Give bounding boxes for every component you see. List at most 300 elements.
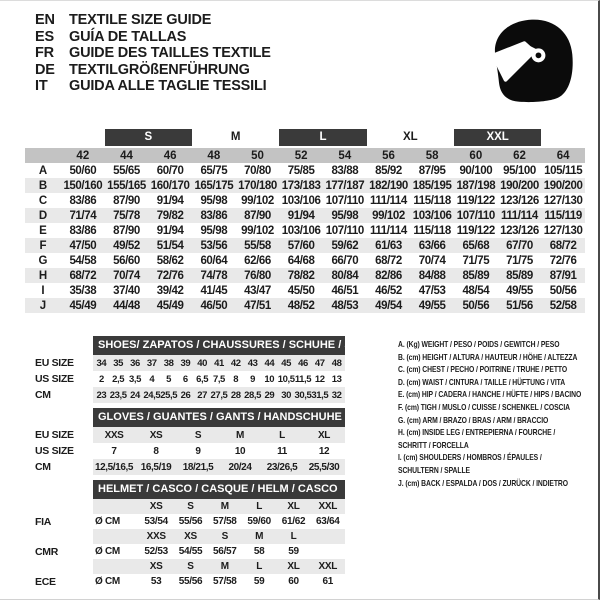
helmet-size: M bbox=[220, 561, 229, 572]
legend-item-line: D. (cm) WAIST / CINTURA / TAILLE / HÜFTUNG / VITA bbox=[398, 376, 566, 387]
shoes-value: 5 bbox=[166, 373, 171, 385]
shoes-value: 32 bbox=[331, 389, 342, 401]
measurement-value: 107/110 bbox=[325, 194, 364, 207]
gloves-row bbox=[25, 459, 345, 475]
language-code: FR bbox=[35, 45, 54, 62]
size-number: 54 bbox=[338, 149, 352, 162]
measurement-value: 57/60 bbox=[287, 239, 315, 252]
measurement-value: 95/100 bbox=[503, 164, 536, 177]
legend-item bbox=[398, 401, 598, 414]
measurement-value: 111/114 bbox=[370, 194, 407, 207]
language-title: TEXTILGRÖßENFÜHRUNG bbox=[69, 61, 250, 78]
gloves-value: L bbox=[279, 429, 285, 441]
shoes-value: 48 bbox=[331, 357, 342, 369]
measurement-value: 71/75 bbox=[506, 254, 533, 267]
row-label: US SIZE bbox=[35, 445, 74, 457]
measurement-value: 165/175 bbox=[194, 179, 234, 192]
measurement-value: 37/40 bbox=[113, 284, 140, 297]
measurement-value: 119/122 bbox=[456, 194, 495, 207]
measurement-value: 47/51 bbox=[244, 299, 271, 312]
shoes-size-table bbox=[25, 336, 391, 403]
helmet-value: 52/53 bbox=[144, 546, 168, 557]
helmet-size: XL bbox=[287, 561, 300, 572]
measurement-value: 46/50 bbox=[200, 299, 228, 312]
measurement-value: 60/64 bbox=[200, 254, 228, 267]
measurement-value: 87/90 bbox=[113, 224, 140, 237]
shoes-value: 25,5 bbox=[160, 389, 178, 401]
helmet-value-row-cmr bbox=[25, 544, 345, 559]
measurement-value: 59/62 bbox=[331, 239, 359, 252]
measurement-value: 83/86 bbox=[69, 224, 97, 237]
helmet-value: 56/57 bbox=[213, 546, 237, 557]
language-row bbox=[35, 29, 271, 46]
helmet-value: 57/58 bbox=[213, 516, 237, 527]
shoes-value: 10,5 bbox=[277, 373, 295, 385]
gloves-row-values bbox=[93, 443, 345, 459]
legend-item bbox=[398, 451, 598, 476]
gloves-row bbox=[25, 443, 345, 459]
measurement-value: 45/50 bbox=[287, 284, 315, 297]
measurement-value: 43/47 bbox=[244, 284, 271, 297]
racing-helmet-icon bbox=[477, 14, 583, 108]
language-row bbox=[35, 45, 271, 62]
shoes-row bbox=[25, 355, 345, 371]
measurement-value: 67/70 bbox=[506, 239, 533, 252]
gloves-value: 10 bbox=[234, 445, 246, 457]
language-title: GUÍA DE TALLAS bbox=[69, 28, 187, 45]
size-number: 58 bbox=[425, 149, 439, 162]
size-number: 48 bbox=[207, 149, 221, 162]
measurement-value: 49/52 bbox=[113, 239, 140, 252]
shoes-value: 38 bbox=[163, 357, 174, 369]
size-number: 44 bbox=[120, 149, 133, 162]
measurement-value: 80/84 bbox=[331, 269, 359, 282]
shoes-value: 44 bbox=[264, 357, 275, 369]
measurement-row-c bbox=[25, 193, 585, 208]
accessory-section bbox=[0, 336, 598, 589]
measurement-value: 60/70 bbox=[156, 164, 184, 177]
shoes-value: 37 bbox=[146, 357, 157, 369]
helmet-size: XXL bbox=[318, 561, 338, 572]
size-number-row bbox=[25, 148, 585, 163]
gloves-value: XXS bbox=[104, 429, 124, 441]
helmet-value-row-ece bbox=[25, 574, 345, 589]
shoes-value: 40 bbox=[197, 357, 208, 369]
shoes-value: 47 bbox=[314, 357, 325, 369]
language-code: EN bbox=[35, 12, 55, 28]
helmet-size: XS bbox=[184, 531, 197, 542]
legend-item-line: C. (cm) CHEST / PECHO / POITRINE / TRUHE / PETTO bbox=[398, 364, 568, 375]
measurement-value: 70/74 bbox=[418, 254, 446, 267]
language-code: DE bbox=[35, 61, 55, 78]
measurement-value: 99/102 bbox=[241, 224, 274, 237]
legend-item-line: A. (Kg) WEIGHT / PESO / POIDS / GEWITCH / PESO bbox=[398, 339, 560, 349]
measurement-value: 49/54 bbox=[375, 299, 402, 312]
language-title: GUIDA ALLE TAGLIE TESSILI bbox=[69, 78, 267, 95]
measurement-value: 64/68 bbox=[287, 254, 315, 267]
measurement-value: 47/53 bbox=[418, 284, 446, 297]
measurement-value: 71/75 bbox=[462, 254, 490, 267]
row-label-spacer bbox=[25, 129, 61, 146]
shoes-value: 43 bbox=[247, 357, 258, 369]
measurement-legend bbox=[398, 338, 598, 489]
measurement-value: 55/58 bbox=[244, 239, 271, 252]
gloves-value: 20/24 bbox=[228, 461, 252, 473]
shoes-value: 28,5 bbox=[244, 389, 262, 401]
row-label: G bbox=[38, 254, 48, 267]
measurement-value: 85/89 bbox=[506, 269, 533, 282]
measurement-value: 160/170 bbox=[150, 179, 190, 192]
measurement-value: 71/74 bbox=[69, 209, 97, 222]
gloves-row-values bbox=[93, 427, 345, 443]
legend-item bbox=[398, 388, 598, 401]
language-code: IT bbox=[35, 78, 48, 95]
size-group-header-row bbox=[25, 129, 585, 146]
legend-item bbox=[398, 426, 598, 451]
measurement-value: 50/56 bbox=[462, 299, 490, 312]
shoes-value: 4 bbox=[149, 373, 155, 385]
shoes-title: SHOES/ ZAPATOS / CHAUSSURES / SCHUHE / SCARPE bbox=[98, 339, 391, 351]
shoes-value: 10 bbox=[264, 373, 275, 385]
helmet-size-row-cmr bbox=[25, 529, 345, 544]
measurement-value: 66/70 bbox=[331, 254, 359, 267]
helmet-size-table bbox=[25, 480, 345, 589]
measurement-value: 56/60 bbox=[113, 254, 140, 267]
gloves-row bbox=[25, 427, 345, 443]
legend-item-line: E. (cm) HIP / CADERA / HANCHE / HÜFTE / HIPS / BACINO bbox=[398, 389, 582, 400]
measurement-value: 48/53 bbox=[331, 299, 359, 312]
size-group-l: L bbox=[279, 129, 366, 146]
measurement-value: 39/42 bbox=[156, 284, 184, 297]
shoes-value: 36 bbox=[130, 357, 140, 369]
helmet-size: L bbox=[290, 531, 297, 542]
measurement-value: 83/88 bbox=[331, 164, 359, 177]
legend-item-line: SCHULTERN / SPALLE bbox=[398, 464, 470, 475]
measurement-value: 41/45 bbox=[200, 284, 228, 297]
measurement-value: 46/51 bbox=[331, 284, 359, 297]
measurement-value: 95/98 bbox=[200, 194, 228, 207]
measurement-value: 187/198 bbox=[456, 179, 496, 192]
measurement-value: 68/72 bbox=[549, 239, 577, 252]
gloves-value: 25,5/30 bbox=[308, 461, 340, 473]
row-label: EU SIZE bbox=[35, 429, 74, 441]
measurement-value: 87/91 bbox=[549, 269, 577, 282]
helmet-value-row-fia bbox=[25, 514, 345, 529]
helmet-size-labels bbox=[93, 499, 345, 514]
measurement-value: 55/65 bbox=[113, 164, 140, 177]
measurement-value: 85/89 bbox=[462, 269, 490, 282]
diameter-unit: Ø CM bbox=[95, 576, 120, 587]
legend-item-line: I. (cm) SHOULDERS / HOMBROS / ÉPAULES / bbox=[398, 452, 542, 463]
helmet-size: M bbox=[220, 501, 229, 512]
measurement-value: 58/62 bbox=[156, 254, 184, 267]
shoes-value: 46 bbox=[298, 357, 308, 369]
measurement-value: 53/56 bbox=[200, 239, 228, 252]
language-title: GUIDE DES TAILLES TEXTILE bbox=[69, 45, 271, 62]
measurement-value: 83/86 bbox=[200, 209, 228, 222]
measurement-value: 107/110 bbox=[325, 224, 364, 237]
helmet-value: 55/56 bbox=[178, 516, 203, 527]
helmet-size-labels bbox=[93, 529, 345, 544]
diameter-unit: Ø CM bbox=[95, 546, 120, 557]
measurement-row-i bbox=[25, 283, 585, 298]
size-number: 42 bbox=[76, 149, 90, 162]
measurement-value: 119/122 bbox=[456, 224, 495, 237]
shoes-row bbox=[25, 387, 345, 403]
measurement-row-e bbox=[25, 223, 585, 238]
language-title-list bbox=[35, 12, 271, 95]
gloves-value: M bbox=[236, 429, 244, 441]
measurement-value: 123/126 bbox=[500, 194, 539, 207]
row-label: D bbox=[38, 209, 48, 222]
gloves-value: XS bbox=[149, 429, 163, 441]
measurement-value: 70/80 bbox=[244, 164, 271, 177]
measurement-value: 155/165 bbox=[107, 179, 146, 192]
measurement-value: 50/60 bbox=[69, 164, 97, 177]
shoes-row bbox=[25, 371, 345, 387]
measurement-value: 68/72 bbox=[69, 269, 97, 282]
measurement-value: 91/94 bbox=[156, 194, 184, 207]
standard-label: CMR bbox=[35, 545, 59, 558]
size-number: 62 bbox=[513, 149, 526, 162]
legend-item-line: B. (cm) HEIGHT / ALTURA / HAUTEUR / HÖHE / ALTEZZA bbox=[398, 351, 578, 362]
legend-item bbox=[398, 376, 598, 389]
size-group-xxl: XXL bbox=[454, 129, 541, 146]
shoes-value: 6,5 bbox=[196, 373, 209, 385]
language-row bbox=[35, 12, 271, 29]
measurement-row-d bbox=[25, 208, 585, 223]
shoes-value: 41 bbox=[214, 357, 224, 369]
measurement-value: 75/78 bbox=[113, 209, 140, 222]
helmet-size: XL bbox=[287, 501, 300, 512]
measurement-value: 47/50 bbox=[69, 239, 97, 252]
helmet-value: 61/62 bbox=[281, 516, 306, 527]
measurement-value: 190/200 bbox=[500, 179, 539, 192]
measurement-value: 54/58 bbox=[69, 254, 97, 267]
shoes-value: 30,5 bbox=[294, 389, 312, 401]
helmet-values bbox=[93, 544, 345, 559]
gloves-value: S bbox=[194, 429, 202, 441]
measurement-value: 65/75 bbox=[200, 164, 228, 177]
row-label: B bbox=[38, 179, 48, 192]
gloves-value: 9 bbox=[195, 445, 201, 457]
measurement-value: 87/90 bbox=[244, 209, 271, 222]
measurement-value: 76/80 bbox=[244, 269, 271, 282]
helmet-value: 59 bbox=[253, 576, 265, 587]
measurement-value: 83/86 bbox=[69, 194, 97, 207]
measurement-value: 51/54 bbox=[156, 239, 184, 252]
helmet-value: 60 bbox=[288, 576, 299, 587]
measurement-value: 103/106 bbox=[281, 224, 321, 237]
gloves-value: 12,5/16,5 bbox=[94, 461, 134, 473]
measurement-value: 185/195 bbox=[412, 179, 452, 192]
shoes-value: 39 bbox=[180, 357, 191, 369]
shoes-value: 13 bbox=[331, 373, 342, 385]
measurement-value: 127/130 bbox=[543, 194, 583, 207]
helmet-value: 59/60 bbox=[247, 516, 271, 527]
shoes-row-values bbox=[93, 387, 345, 403]
helmet-title: HELMET / CASCO / CASQUE / HELM / CASCO bbox=[98, 483, 338, 495]
language-row bbox=[35, 78, 271, 95]
measurement-value: 62/66 bbox=[244, 254, 271, 267]
measurement-value: 123/126 bbox=[500, 224, 539, 237]
shoes-row-values bbox=[93, 371, 345, 387]
row-label: C bbox=[38, 194, 48, 207]
helmet-value: 58 bbox=[253, 546, 265, 557]
measurement-value: 46/52 bbox=[375, 284, 402, 297]
row-label: CM bbox=[35, 461, 51, 473]
measurement-value: 91/94 bbox=[156, 224, 184, 237]
measurement-value: 84/88 bbox=[418, 269, 446, 282]
shoes-value: 23,5 bbox=[109, 389, 127, 401]
measurement-value: 177/187 bbox=[325, 179, 365, 192]
measurement-value: 78/82 bbox=[287, 269, 315, 282]
diameter-unit: Ø CM bbox=[95, 516, 120, 527]
legend-item-line: SCHRITT / FORCELLA bbox=[398, 439, 469, 450]
gloves-value: XL bbox=[318, 429, 330, 441]
measurement-value: 48/52 bbox=[287, 299, 315, 312]
measurement-value: 127/130 bbox=[543, 224, 583, 237]
shoes-row-values bbox=[93, 355, 345, 371]
standard-label: ECE bbox=[35, 575, 56, 588]
gloves-size-table bbox=[25, 408, 394, 475]
shoes-value: 24,5 bbox=[143, 389, 161, 401]
measurement-value: 72/76 bbox=[549, 254, 577, 267]
size-group-s: S bbox=[105, 129, 192, 146]
helmet-size-row-ece bbox=[25, 559, 345, 574]
measurement-value: 52/58 bbox=[549, 299, 577, 312]
shoes-value: 8 bbox=[233, 373, 239, 385]
measurement-value: 75/85 bbox=[287, 164, 315, 177]
row-label: A bbox=[38, 164, 48, 177]
measurement-value: 99/102 bbox=[372, 209, 405, 222]
accessory-tables bbox=[25, 336, 394, 589]
measurement-value: 72/76 bbox=[156, 269, 184, 282]
measurement-value: 45/49 bbox=[69, 299, 97, 312]
measurement-row-g bbox=[25, 253, 585, 268]
size-number: 60 bbox=[469, 149, 483, 162]
shoes-value: 24 bbox=[130, 389, 140, 401]
helmet-size: XXL bbox=[318, 501, 338, 512]
measurement-value: 68/72 bbox=[375, 254, 402, 267]
helmet-value: 53/54 bbox=[144, 516, 168, 527]
shoes-value: 2 bbox=[98, 373, 104, 385]
shoes-value: 9 bbox=[250, 373, 255, 385]
legend-item-line: F. (cm) TIGH / MUSLO / CUISSE / SCHENKEL / COSCIA bbox=[398, 401, 571, 412]
gloves-value: 8 bbox=[153, 445, 159, 457]
measurement-value: 91/94 bbox=[287, 209, 315, 222]
measurement-value: 95/98 bbox=[200, 224, 228, 237]
measurement-value: 49/55 bbox=[506, 284, 533, 297]
legend-item bbox=[398, 414, 598, 427]
helmet-size-labels bbox=[93, 559, 345, 574]
measurement-value: 95/98 bbox=[331, 209, 359, 222]
measurement-value: 74/78 bbox=[200, 269, 228, 282]
legend-item bbox=[398, 477, 598, 490]
gloves-title-bar bbox=[93, 408, 394, 427]
helmet-size: XS bbox=[149, 561, 163, 572]
language-title: TEXTILE SIZE GUIDE bbox=[69, 12, 212, 28]
measurement-value: 87/90 bbox=[113, 194, 140, 207]
shoes-value: 28 bbox=[230, 389, 241, 401]
measurement-value: 85/92 bbox=[375, 164, 402, 177]
measurement-value: 87/95 bbox=[418, 164, 446, 177]
measurement-value: 111/114 bbox=[370, 224, 407, 237]
measurement-row-a bbox=[25, 163, 585, 178]
size-number: 56 bbox=[382, 149, 395, 162]
gloves-row-values bbox=[93, 459, 345, 475]
shoes-value: 27,5 bbox=[210, 389, 228, 401]
legend-item-line: J. (cm) BACK / ESPALDA / DOS / ZURÜCK / INDIETRO bbox=[398, 477, 568, 488]
row-label: H bbox=[38, 269, 48, 282]
legend-item-line: H. (cm) INSIDE LEG / ENTREPIERNA / FOURCHE / bbox=[398, 427, 556, 438]
gloves-value: 11 bbox=[277, 445, 287, 457]
helmet-value: 61 bbox=[322, 576, 334, 587]
language-code: ES bbox=[35, 28, 54, 45]
measurement-value: 103/106 bbox=[281, 194, 321, 207]
shoes-value: 45 bbox=[281, 357, 292, 369]
shoes-value: 2,5 bbox=[112, 373, 125, 385]
size-number: 64 bbox=[556, 149, 570, 162]
gloves-value: 18/21,5 bbox=[182, 461, 214, 473]
helmet-size: XS bbox=[149, 501, 163, 512]
helmet-size-row-fia bbox=[25, 499, 345, 514]
measurement-value: 49/55 bbox=[418, 299, 446, 312]
size-number: 50 bbox=[251, 149, 264, 162]
measurement-value: 173/183 bbox=[281, 179, 321, 192]
measurement-value: 99/102 bbox=[241, 194, 274, 207]
measurement-row-b bbox=[25, 178, 585, 193]
measurement-value: 115/118 bbox=[413, 224, 451, 237]
legend-item bbox=[398, 351, 598, 364]
language-row bbox=[35, 62, 271, 79]
shoes-value: 3,5 bbox=[128, 373, 141, 385]
measurement-value: 105/115 bbox=[544, 164, 583, 177]
measurement-value: 63/66 bbox=[418, 239, 446, 252]
size-number: 46 bbox=[163, 149, 177, 162]
measurement-value: 48/54 bbox=[462, 284, 490, 297]
shoes-value: 29 bbox=[264, 389, 275, 401]
gloves-value: 23/26,5 bbox=[266, 461, 298, 473]
measurement-value: 190/200 bbox=[543, 179, 583, 192]
shoes-value: 7,5 bbox=[212, 373, 225, 385]
measurement-value: 170/180 bbox=[238, 179, 277, 192]
row-label: F bbox=[39, 239, 47, 252]
gloves-value: 12 bbox=[318, 445, 330, 457]
measurement-value: 51/56 bbox=[506, 299, 533, 312]
shoes-value: 26 bbox=[180, 389, 191, 401]
helmet-value: 63/64 bbox=[316, 516, 340, 527]
shoes-value: 35 bbox=[113, 357, 124, 369]
shoes-title-bar bbox=[93, 336, 391, 355]
size-number: 52 bbox=[294, 149, 308, 162]
measurement-value: 45/49 bbox=[156, 299, 184, 312]
legend-item bbox=[398, 363, 598, 376]
helmet-size: M bbox=[255, 531, 264, 542]
measurement-row-f bbox=[25, 238, 585, 253]
measurement-value: 35/38 bbox=[69, 284, 97, 297]
helmet-size: S bbox=[187, 561, 194, 572]
helmet-values bbox=[93, 514, 345, 529]
helmet-value: 59 bbox=[288, 546, 299, 557]
helmet-value: 53 bbox=[150, 576, 162, 587]
helmet-size: XXS bbox=[146, 531, 166, 542]
row-label: I bbox=[41, 284, 45, 297]
measurement-value: 44/48 bbox=[113, 299, 140, 312]
helmet-value: 54/55 bbox=[178, 546, 203, 557]
measurement-value: 115/118 bbox=[413, 194, 451, 207]
measurement-value: 82/86 bbox=[375, 269, 402, 282]
